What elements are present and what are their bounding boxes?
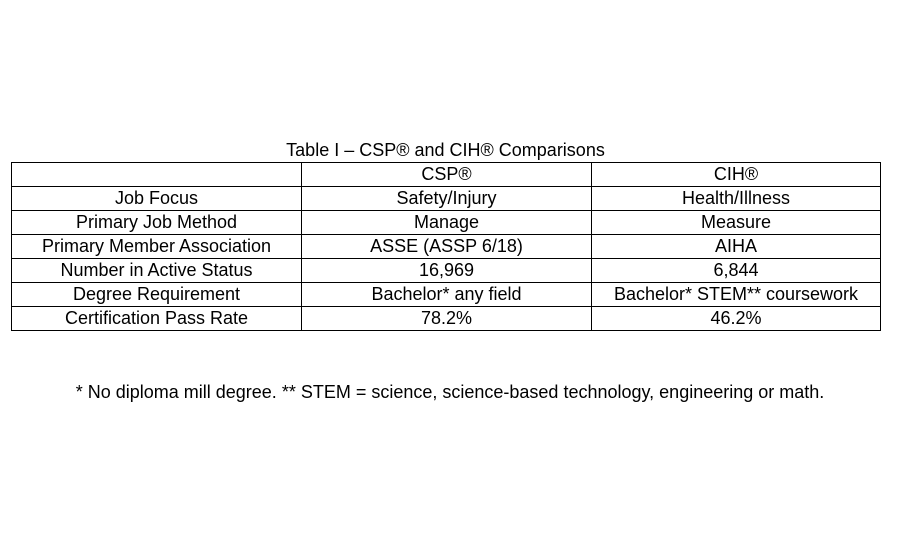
row-label: Certification Pass Rate: [12, 307, 302, 331]
csp-value: 78.2%: [302, 307, 592, 331]
table-row: [12, 187, 881, 211]
csp-value: Safety/Injury: [302, 187, 592, 211]
table-row: [12, 235, 881, 259]
header-cell-empty: [12, 163, 302, 187]
table-row: [12, 211, 881, 235]
table-header-row: [12, 163, 881, 187]
cih-value: AIHA: [592, 235, 881, 259]
cih-value: 46.2%: [592, 307, 881, 331]
csp-value: Bachelor* any field: [302, 283, 592, 307]
table-row: [12, 307, 881, 331]
cih-value: Bachelor* STEM** coursework: [592, 283, 881, 307]
csp-value: Manage: [302, 211, 592, 235]
row-label: Degree Requirement: [12, 283, 302, 307]
comparison-table: [11, 162, 881, 331]
footnote: * No diploma mill degree. ** STEM = science, science-based technology, engineering or math.: [75, 382, 825, 402]
csp-value: 16,969: [302, 259, 592, 283]
header-cell-cih: CIH®: [592, 163, 881, 187]
header-cell-csp: CSP®: [302, 163, 592, 187]
table-row: [12, 283, 881, 307]
row-label: Primary Member Association: [12, 235, 302, 259]
cih-value: Health/Illness: [592, 187, 881, 211]
csp-value: ASSE (ASSP 6/18): [302, 235, 592, 259]
table-caption: Table I – CSP® and CIH® Comparisons: [286, 140, 605, 160]
table-row: [12, 259, 881, 283]
row-label: Primary Job Method: [12, 211, 302, 235]
cih-value: 6,844: [592, 259, 881, 283]
row-label: Number in Active Status: [12, 259, 302, 283]
cih-value: Measure: [592, 211, 881, 235]
row-label: Job Focus: [12, 187, 302, 211]
